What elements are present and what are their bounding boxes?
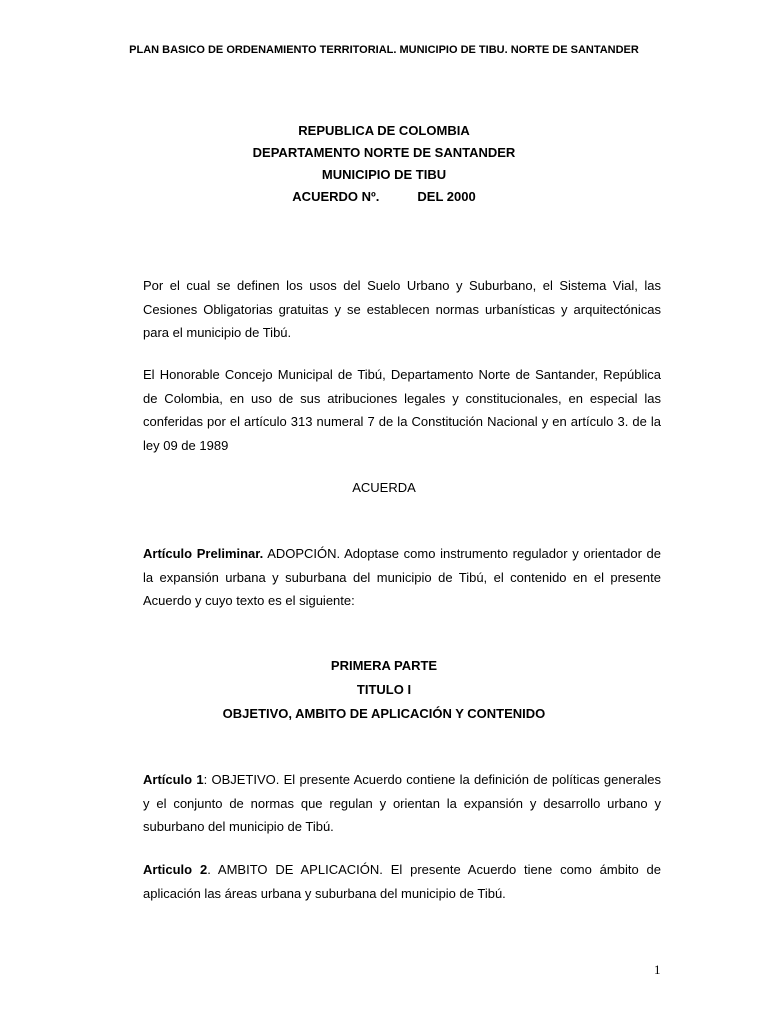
concejo-paragraph: El Honorable Concejo Municipal de Tibú, Departamento Norte de Santander, República de Colombia, en uso de sus atribuciones legales y constitucionales, en especial las conferidas por el artículo 313 numeral 7 de la Constitución Nacional y en artículo 3. de la ley 09 de 1989 — [143, 367, 661, 453]
title-acuerdo — [0, 186, 768, 208]
articulo-2 — [143, 858, 661, 905]
part-heading: PRIMERA PARTE — [330, 658, 438, 673]
acuerdo-label: ACUERDO Nº. — [292, 189, 380, 204]
articulo-2-label: Articulo 2 — [143, 862, 208, 877]
page-number: 1 — [654, 962, 661, 977]
articulo-1-label: Artículo 1 — [143, 772, 204, 787]
running-header: PLAN BASICO DE ORDENAMIENTO TERRITORIAL. MUNICIPIO DE TIBU. NORTE DE SANTANDER — [129, 44, 639, 56]
articulo-1 — [143, 768, 661, 839]
acuerdo-year: DEL 2000 — [417, 189, 476, 204]
title-municipio: MUNICIPIO DE TIBU — [321, 167, 447, 182]
intro-paragraph: Por el cual se definen los usos del Suelo Urbano y Suburbano, el Sistema Vial, las Cesiones Obligatorias gratuitas y se establecen normas urbanísticas y arquitectónicas para el municipio de Tibú. — [143, 278, 661, 340]
articulo-1-text: : OBJETIVO. El presente Acuerdo contiene la definición de políticas generales y el conjunto de normas que regulan y orientan la expansión y desarrollo urbano y suburbano del municipio de Tibú. — [143, 772, 661, 834]
acuerda-heading: ACUERDA — [352, 480, 416, 495]
titulo-name-heading: OBJETIVO, AMBITO DE APLICACIÓN Y CONTENIDO — [222, 706, 546, 721]
titulo-heading: TITULO I — [356, 682, 412, 697]
title-block — [0, 120, 768, 208]
articulo-2-text: . AMBITO DE APLICACIÓN. El presente Acuerdo tiene como ámbito de aplicación las áreas urbana y suburbana del municipio de Tibú. — [143, 862, 661, 901]
title-departamento: DEPARTAMENTO NORTE DE SANTANDER — [252, 145, 516, 160]
title-republica: REPUBLICA DE COLOMBIA — [298, 123, 470, 138]
articulo-preliminar — [143, 542, 661, 613]
articulo-preliminar-label: Artículo Preliminar. — [143, 546, 264, 561]
articulo-preliminar-text: ADOPCIÓN. Adoptase como instrumento regulador y orientador de la expansión urbana y suburbana del municipio de Tibú, el contenido en el presente Acuerdo y cuyo texto es el siguiente: — [143, 546, 662, 608]
